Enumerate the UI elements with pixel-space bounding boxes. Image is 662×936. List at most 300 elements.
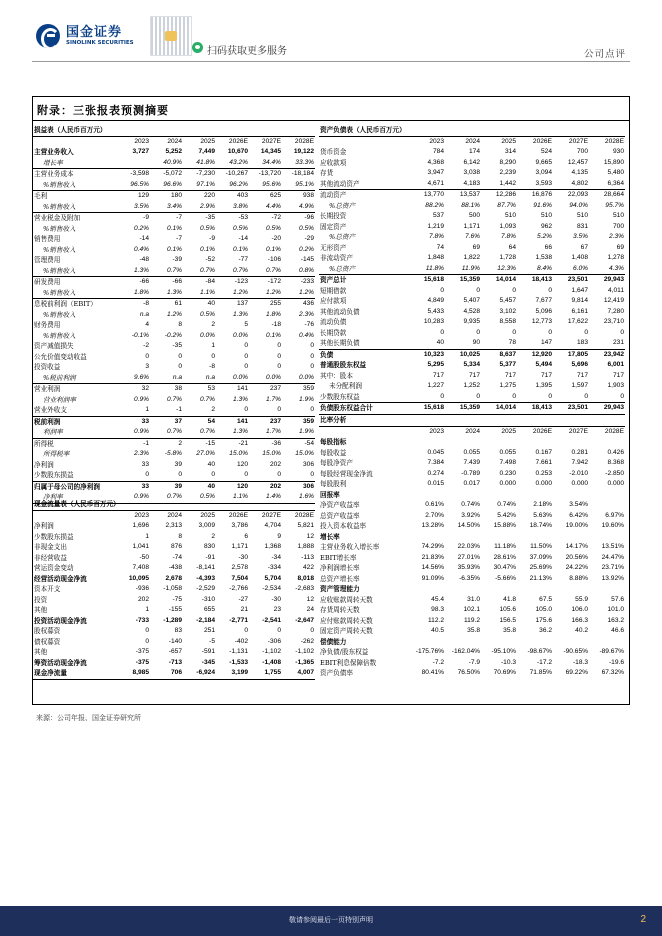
cell-value: -2,683 bbox=[295, 585, 314, 592]
cell-value bbox=[553, 532, 589, 543]
table-row bbox=[33, 384, 315, 395]
header-divider bbox=[32, 61, 630, 62]
cell-value: 95.7% bbox=[605, 201, 624, 209]
cell-value bbox=[409, 637, 445, 648]
cell-value: 41.8 bbox=[503, 595, 516, 603]
table-row bbox=[319, 286, 625, 297]
cell-value: -7,230 bbox=[196, 170, 215, 177]
cell-value: 1.3% bbox=[232, 395, 248, 403]
cell-value: 2.3% bbox=[133, 450, 149, 457]
cell-value: -90.65% bbox=[563, 648, 588, 655]
cell-value: 0 bbox=[481, 392, 517, 403]
cell-value: 4.4% bbox=[249, 202, 282, 213]
cell-value: -29 bbox=[304, 235, 314, 242]
qr-center-badge bbox=[165, 31, 177, 41]
cell-value: -76 bbox=[304, 321, 314, 328]
cell-value: -5.8% bbox=[164, 450, 182, 457]
cell-value: 0.5% bbox=[298, 224, 314, 232]
row-label: 其他 bbox=[34, 648, 48, 656]
cell-value: 90 bbox=[445, 338, 481, 349]
year-header: 2026E bbox=[228, 511, 248, 519]
cell-value: 0 bbox=[584, 328, 588, 336]
table-row bbox=[319, 349, 625, 360]
table-row bbox=[319, 201, 625, 212]
cell-value: 1,696 bbox=[132, 522, 149, 529]
cell-value: 0.055 bbox=[463, 448, 480, 456]
cell-value: -1,058 bbox=[163, 585, 182, 592]
cell-value: 120 bbox=[236, 460, 248, 468]
cell-value: -66 bbox=[172, 278, 182, 285]
year-header: 2026E bbox=[228, 137, 248, 145]
cell-value bbox=[481, 584, 517, 595]
cell-value: 18.74% bbox=[529, 522, 552, 529]
table-row bbox=[319, 490, 625, 501]
row-label: 总资产增长率 bbox=[320, 574, 360, 583]
table-row bbox=[319, 243, 625, 254]
row-label: 长期投资 bbox=[320, 212, 347, 220]
balance-title-row bbox=[319, 125, 625, 136]
cell-value: -14 bbox=[238, 235, 248, 242]
cell-value: -375 bbox=[135, 648, 149, 655]
cell-value: 11.9% bbox=[445, 264, 481, 275]
cell-value: 0.253 bbox=[535, 469, 552, 477]
row-label: 筹资活动现金净流 bbox=[34, 658, 87, 667]
cell-value: -175.76% bbox=[415, 648, 444, 655]
cell-value: 67 bbox=[580, 243, 588, 251]
cell-value: 0.9% bbox=[133, 395, 149, 403]
cell-value: 0.74% bbox=[461, 501, 480, 508]
scan-prompt: 扫码获取更多服务 bbox=[207, 46, 287, 57]
cell-value: -75 bbox=[172, 595, 182, 603]
row-label: 其他流动资产 bbox=[319, 179, 409, 190]
cell-value: 0.7% bbox=[249, 266, 282, 277]
cell-value: 10,025 bbox=[459, 350, 480, 358]
row-label: 非经营收益 bbox=[34, 553, 67, 562]
cell-value: n.a bbox=[150, 373, 183, 384]
cell-value: 9,665 bbox=[535, 158, 552, 166]
cell-value: 0 bbox=[476, 286, 480, 294]
table-row bbox=[33, 427, 315, 438]
cell-value bbox=[117, 158, 150, 169]
cell-value: 3 bbox=[145, 363, 149, 370]
cell-value: 0.7% bbox=[183, 266, 216, 277]
cell-value: 4,368 bbox=[427, 158, 444, 166]
cell-value: 71.85% bbox=[529, 669, 552, 676]
cell-value: 700 bbox=[576, 148, 588, 155]
cell-value: -8 bbox=[209, 363, 215, 370]
row-label: 债权募资 bbox=[34, 637, 61, 646]
cell-value: -123 bbox=[234, 278, 248, 285]
cell-value: 11.8% bbox=[409, 264, 445, 275]
cell-value: 0 bbox=[445, 392, 481, 403]
cell-value: 3,094 bbox=[535, 169, 552, 176]
row-label: 营业税金及附加 bbox=[34, 214, 81, 222]
cell-value: 1.3% bbox=[232, 310, 248, 318]
cell-value: 83 bbox=[174, 627, 182, 634]
cell-value bbox=[553, 637, 589, 648]
cell-value: 35.8 bbox=[467, 627, 480, 634]
table-row bbox=[33, 542, 315, 553]
row-label: 现金净流量 bbox=[33, 668, 117, 679]
table-row bbox=[319, 542, 625, 553]
cell-value: 0 bbox=[244, 352, 248, 360]
cell-value: 0.5% bbox=[265, 224, 281, 232]
row-label: 营运资金变动 bbox=[34, 564, 74, 572]
cell-value: 1,171 bbox=[463, 222, 480, 230]
cell-value: 0.2% bbox=[298, 245, 314, 253]
cashflow-year-row bbox=[33, 510, 315, 521]
row-label: 经营活动现金净流 bbox=[34, 574, 87, 583]
row-label: 其他 bbox=[34, 606, 48, 614]
row-label: 其中：股本 bbox=[320, 371, 353, 380]
cell-value: 7,280 bbox=[607, 307, 624, 315]
cell-value: 3.5% bbox=[117, 202, 150, 213]
cell-value: 8,558 bbox=[499, 318, 516, 325]
table-row bbox=[319, 222, 625, 233]
table-row bbox=[319, 479, 625, 490]
cell-value: 1 bbox=[145, 532, 149, 540]
cell-value: -6,924 bbox=[183, 668, 216, 679]
cell-value bbox=[481, 490, 517, 501]
year-header: 2028E bbox=[294, 137, 314, 145]
cell-value: 1,252 bbox=[463, 382, 480, 389]
cell-value: 1.7% bbox=[265, 395, 281, 403]
row-label: 总资产收益率 bbox=[320, 511, 360, 520]
cell-value: 5.2% bbox=[536, 233, 552, 240]
cell-value: 88.1% bbox=[461, 201, 480, 209]
table-row bbox=[319, 563, 625, 574]
table-row bbox=[33, 224, 315, 235]
table-row bbox=[33, 331, 315, 342]
table-row bbox=[319, 437, 625, 448]
cell-value: -50 bbox=[139, 553, 149, 561]
row-label: 投资 bbox=[34, 595, 48, 604]
table-row bbox=[319, 637, 625, 648]
year-header: 2024 bbox=[167, 511, 182, 519]
row-label: 货币资金 bbox=[320, 148, 347, 156]
cell-value: 4 bbox=[145, 321, 149, 328]
cell-value: -1,102 bbox=[295, 648, 314, 655]
cell-value: 12.3% bbox=[481, 264, 517, 275]
year-header-blank bbox=[33, 510, 117, 521]
row-label: %销售收入 bbox=[33, 202, 117, 213]
row-label: 每股经营现金净流 bbox=[320, 469, 373, 478]
cell-value: 220 bbox=[203, 192, 215, 199]
cell-value: 831 bbox=[576, 222, 588, 230]
row-label: 每股指标 bbox=[320, 438, 347, 446]
cell-value: 137 bbox=[236, 300, 248, 307]
cell-value: 45.4 bbox=[431, 595, 444, 603]
cell-value: 1.1% bbox=[216, 492, 249, 503]
cell-value: 237 bbox=[269, 385, 281, 392]
table-row bbox=[319, 616, 625, 627]
row-label: 少数股东权益 bbox=[319, 392, 409, 403]
table-row bbox=[319, 392, 625, 403]
row-label: EBIT利息保障倍数 bbox=[320, 658, 377, 667]
cell-value: 0 bbox=[553, 392, 589, 403]
cell-value: -2,766 bbox=[229, 585, 248, 592]
table-row bbox=[319, 168, 625, 179]
cell-value: 0.7% bbox=[166, 395, 182, 403]
table-row bbox=[319, 458, 625, 469]
row-label: 主营业务收入增长率 bbox=[320, 543, 380, 551]
cell-value: 0 bbox=[282, 405, 315, 416]
cell-value: 21.13% bbox=[529, 574, 552, 582]
row-label: 每股收益 bbox=[320, 448, 347, 457]
cell-value: 174 bbox=[468, 148, 480, 155]
table-row bbox=[319, 275, 625, 286]
cell-value: 4.3% bbox=[589, 264, 625, 275]
cell-value: 0 bbox=[277, 352, 281, 360]
cell-value: 8,637 bbox=[499, 350, 516, 358]
cell-value: -36 bbox=[271, 439, 281, 447]
table-row bbox=[33, 169, 315, 180]
cell-value: 23.71% bbox=[601, 564, 624, 571]
cell-value: 0 bbox=[512, 328, 516, 336]
cell-value: 0.5% bbox=[199, 310, 215, 318]
cell-value: 1,728 bbox=[499, 254, 516, 261]
cell-value: 40 bbox=[207, 300, 215, 307]
table-row bbox=[33, 470, 315, 481]
row-label: EBIT增长率 bbox=[320, 553, 357, 562]
row-label: 股权募资 bbox=[34, 627, 61, 635]
cell-value: 40.9% bbox=[150, 158, 183, 169]
table-row bbox=[33, 460, 315, 471]
cell-value: 359 bbox=[302, 417, 314, 425]
cell-value: -48 bbox=[139, 256, 149, 263]
cell-value: 1.7% bbox=[249, 427, 282, 438]
cell-value: 0.9% bbox=[117, 492, 150, 503]
cell-value: -2.850 bbox=[605, 469, 624, 477]
table-row bbox=[33, 277, 315, 288]
cell-value: 0 bbox=[244, 342, 248, 349]
cell-value: 8.88% bbox=[569, 574, 588, 582]
cell-value: 1,171 bbox=[231, 543, 248, 550]
cell-value bbox=[481, 637, 517, 648]
row-label: 所得税率 bbox=[43, 450, 70, 458]
cell-value: -27 bbox=[238, 595, 248, 603]
cell-value: 1.2% bbox=[216, 288, 249, 299]
cell-value: 3,102 bbox=[499, 307, 516, 315]
cell-value: 23,710 bbox=[603, 318, 624, 325]
cell-value: -310 bbox=[201, 595, 215, 603]
cell-value: 5.63% bbox=[533, 511, 552, 519]
row-label: %销售收入 bbox=[33, 288, 117, 299]
row-label: 应收账款周转天数 bbox=[320, 595, 373, 604]
cell-value: 1.8% bbox=[265, 310, 281, 318]
cell-value: 625 bbox=[269, 192, 281, 199]
cell-value: 0.74% bbox=[497, 501, 516, 508]
row-label: 毛利 bbox=[34, 192, 48, 200]
cell-value: 0.1% bbox=[166, 224, 182, 232]
cell-value: 0 bbox=[178, 363, 182, 370]
cell-value bbox=[553, 584, 589, 595]
table-row bbox=[33, 449, 315, 460]
cell-value: -18 bbox=[271, 321, 281, 328]
cell-value: -9 bbox=[209, 235, 215, 242]
cell-value: -96 bbox=[304, 214, 314, 221]
row-label: 普通股股东权益 bbox=[320, 361, 367, 369]
cell-value: -1 bbox=[143, 439, 149, 447]
cell-value: 0.2% bbox=[133, 224, 149, 232]
cell-value: 41.8% bbox=[183, 158, 216, 169]
row-label: 财务费用 bbox=[34, 321, 61, 329]
row-label: 应收款项 bbox=[320, 158, 347, 167]
row-label: 固定资产 bbox=[320, 222, 347, 231]
cell-value: -7 bbox=[176, 214, 182, 221]
table-row bbox=[33, 191, 315, 202]
cell-value: 962 bbox=[540, 222, 552, 230]
cell-value: 7.498 bbox=[499, 459, 516, 466]
cell-value: -74 bbox=[172, 553, 182, 561]
cell-value: 0.5% bbox=[199, 224, 215, 232]
cell-value: 4,704 bbox=[264, 522, 281, 529]
cell-value: 1.2% bbox=[166, 310, 182, 318]
row-label: 存货 bbox=[320, 169, 334, 177]
cell-value: 1,408 bbox=[571, 254, 588, 261]
cell-value: 141 bbox=[236, 385, 248, 392]
table-row bbox=[33, 574, 315, 585]
cell-value: 70.69% bbox=[493, 669, 516, 676]
cell-value: -1,289 bbox=[163, 616, 182, 624]
cell-value: 4.9% bbox=[282, 202, 315, 213]
cell-value: 36.2 bbox=[539, 627, 552, 634]
year-header: 2024 bbox=[167, 137, 182, 145]
table-row bbox=[319, 307, 625, 318]
page-header bbox=[0, 0, 662, 62]
cell-value: 0 bbox=[310, 342, 314, 349]
cell-value: 6.42% bbox=[569, 511, 588, 519]
cell-value: -7 bbox=[176, 235, 182, 242]
cell-value: 6.0% bbox=[553, 264, 589, 275]
cell-value bbox=[589, 532, 625, 543]
table-row bbox=[33, 362, 315, 373]
cell-value: 202 bbox=[269, 482, 281, 490]
row-label: %总资产 bbox=[329, 233, 356, 241]
cell-value: 6,142 bbox=[463, 158, 480, 166]
cell-value: 18,413 bbox=[531, 276, 552, 283]
cell-value: 7.384 bbox=[427, 459, 444, 466]
row-label: 资产减值损失 bbox=[34, 342, 74, 350]
year-header: 2023 bbox=[429, 137, 444, 145]
table-row bbox=[33, 147, 315, 158]
cell-value: -2,529 bbox=[196, 585, 215, 592]
cell-value: 14,014 bbox=[481, 403, 517, 415]
cell-value: 5.42% bbox=[497, 511, 516, 519]
cell-value: 69 bbox=[616, 243, 624, 251]
cell-value: 87.7% bbox=[497, 201, 516, 209]
table-row bbox=[319, 371, 625, 382]
cell-value: 0.1% bbox=[265, 331, 281, 339]
cell-value: -52 bbox=[205, 256, 215, 263]
footer-disclaimer: 敬请参阅最后一页特别声明 bbox=[289, 916, 373, 924]
cell-value: 202 bbox=[269, 460, 281, 468]
cell-value: -1,102 bbox=[262, 648, 281, 655]
table-row bbox=[33, 395, 315, 406]
year-header: 2028E bbox=[294, 511, 314, 519]
table-row bbox=[33, 532, 315, 543]
cell-value: 2.3% bbox=[298, 310, 314, 318]
cell-value: 0.5% bbox=[183, 492, 216, 503]
cell-value: 21.83% bbox=[421, 553, 444, 561]
cell-value: 33 bbox=[141, 482, 149, 490]
cell-value: 0.281 bbox=[571, 448, 588, 456]
cell-value: 4,802 bbox=[553, 179, 589, 190]
cell-value: 96.5% bbox=[117, 180, 150, 191]
table-row bbox=[33, 255, 315, 266]
cell-value: 0 bbox=[117, 470, 150, 481]
cell-value: 6.97% bbox=[605, 511, 624, 519]
table-row bbox=[319, 158, 625, 169]
cell-value: 717 bbox=[432, 371, 444, 379]
row-label: 净负债/股东权益 bbox=[320, 648, 369, 656]
cell-value: 0.1% bbox=[199, 245, 215, 253]
cell-value: 0 bbox=[249, 470, 282, 481]
cell-value: 0 bbox=[277, 363, 281, 370]
cell-value: 43.2% bbox=[216, 158, 249, 169]
table-row bbox=[319, 147, 625, 158]
year-header: 2023 bbox=[429, 427, 444, 435]
cell-value: 2.3% bbox=[608, 233, 624, 240]
cell-value bbox=[517, 637, 553, 648]
table-row bbox=[33, 341, 315, 352]
cell-value bbox=[409, 437, 445, 448]
cell-value: -72 bbox=[271, 214, 281, 221]
cell-value: 13,770 bbox=[423, 191, 444, 198]
row-label: 净利润 bbox=[34, 460, 54, 469]
ratio-title-row bbox=[319, 415, 625, 426]
cell-value: 4,135 bbox=[571, 169, 588, 176]
company-name-cn: 国金证券 bbox=[66, 25, 123, 40]
cell-value bbox=[553, 437, 589, 448]
cell-value: 34.4% bbox=[249, 158, 282, 169]
cell-value: 6,001 bbox=[607, 361, 624, 368]
cell-value: 0.0% bbox=[282, 373, 315, 384]
cell-value: -10.3 bbox=[500, 658, 516, 666]
row-label: 应付账款周转天数 bbox=[320, 616, 373, 625]
cell-value: 0 bbox=[620, 328, 624, 336]
cell-value: 7,677 bbox=[535, 297, 552, 304]
cell-value: 67.32% bbox=[601, 669, 624, 676]
row-label: 存货周转天数 bbox=[320, 606, 360, 614]
cell-value: 0.9% bbox=[117, 427, 150, 438]
table-row bbox=[319, 317, 625, 328]
cell-value: 8.4% bbox=[517, 264, 553, 275]
page-title: 附录：三张报表预测摘要 bbox=[37, 104, 169, 117]
cell-value: 13.51% bbox=[601, 543, 624, 550]
cell-value: 3,009 bbox=[198, 522, 215, 529]
table-row bbox=[33, 563, 315, 574]
year-header: 2023 bbox=[134, 137, 149, 145]
table-row bbox=[319, 211, 625, 222]
cell-value: 2 bbox=[211, 532, 215, 540]
table-row bbox=[319, 264, 625, 275]
cell-value: 1.3% bbox=[216, 427, 249, 438]
row-label: 非流动资产 bbox=[320, 254, 353, 262]
income-title: 损益表（人民币百万元） bbox=[33, 125, 315, 136]
year-header: 2028E bbox=[604, 137, 624, 145]
cell-value: 0 bbox=[476, 328, 480, 336]
cell-value: 0 bbox=[145, 637, 149, 645]
row-label: %销售收入 bbox=[33, 266, 117, 277]
table-row bbox=[319, 500, 625, 511]
cell-value: -7.2 bbox=[432, 658, 444, 666]
cell-value: 35.93% bbox=[457, 564, 480, 571]
sinolink-logo-icon bbox=[36, 24, 60, 48]
cell-value: 7,449 bbox=[198, 148, 215, 155]
cashflow-table bbox=[33, 499, 315, 680]
cell-value: n.a bbox=[183, 373, 216, 384]
